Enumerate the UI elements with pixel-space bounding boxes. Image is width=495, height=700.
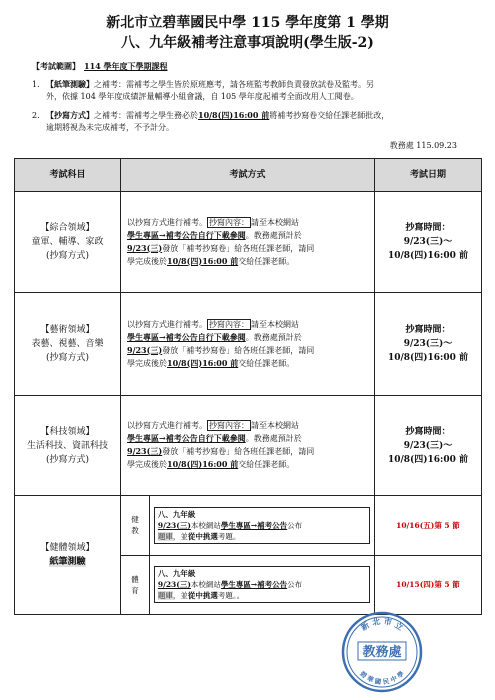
header-method: 考試方式 (121, 159, 375, 192)
method-cell (121, 396, 375, 496)
subject-mode: (抄寫方式) (45, 353, 90, 363)
health-subtable (121, 496, 481, 614)
method-text: ，並 (172, 531, 188, 541)
method-text: 。教務處預計於 (245, 434, 302, 443)
page-subtitle: 八、九年級補考注意事項說明(學生版-2) (121, 35, 374, 51)
date-cell (375, 396, 482, 496)
method-text: 交給任課老師。 (238, 358, 295, 368)
subject-cell (15, 496, 121, 615)
health-detail-cell (121, 496, 482, 615)
release-date: 9/23(三) (157, 580, 191, 590)
release-date: 9/23(三) (127, 344, 163, 355)
method-text: 本校網站 (190, 520, 221, 530)
deadline: 10/8(四)16:00 前 (167, 255, 239, 266)
method-text: 學完成後於 (127, 256, 167, 266)
subject-mode: 紙筆測驗 (49, 557, 86, 567)
subject-cell (15, 192, 121, 293)
header-date: 考試日期 (375, 159, 482, 192)
method-text: 以抄寫方式進行補考。 (127, 217, 207, 227)
table-header-row (15, 159, 482, 192)
date-cell (375, 192, 482, 293)
date-to: 10/8(四)16:00 前 (387, 353, 469, 363)
method-text: 考題。。 (217, 591, 245, 601)
seal-center-text: 教務處 (362, 645, 402, 660)
method-text: 請至本校網站 (251, 217, 299, 227)
method-text: 請至本校網站 (251, 319, 299, 329)
note-2-deadline: 10/8(四)16:00 前 (198, 110, 270, 120)
note-1-number: 1. (32, 80, 40, 89)
method-text: 交給任課老師。 (238, 256, 295, 266)
method-text: 。教務處預計於 (245, 230, 302, 240)
date-label: 抄寫時間： (405, 223, 451, 233)
subject-name: 【綜合領域】 (40, 223, 95, 233)
office-seal (340, 610, 424, 694)
date-label: 抄寫時間： (405, 325, 451, 335)
method-text: 以抄寫方式進行補考。 (127, 319, 207, 329)
table-row (15, 293, 482, 396)
page-title: 新北市立碧華國民中學 115 學年度第 1 學期 (106, 15, 389, 31)
sub-subject-char: 體 (131, 574, 139, 584)
release-date: 9/23(三) (127, 446, 163, 456)
copy-content-label: 抄寫內容： (209, 217, 249, 227)
note-2-text-b: 將補考抄寫卷交給任課老師批改， (269, 111, 390, 120)
note-2-label: 【抄寫方式】 (46, 110, 94, 120)
date-label: 抄寫時間： (405, 426, 451, 437)
question-bank: 題庫 (157, 591, 173, 601)
subject-courses: 童軍、輔導、家政 (31, 237, 104, 247)
subject-courses: 生活科技、資訊科技 (26, 440, 108, 451)
subject-mode: (抄寫方式) (45, 454, 90, 465)
method-cell (121, 192, 375, 293)
method-text: 考題。 (217, 531, 241, 541)
method-text: 發放「補考抄寫卷」給各班任課老師，請同 (162, 243, 315, 253)
copy-content-label: 抄寫內容： (209, 319, 249, 329)
exam-range-label: 【考試範圍】 (32, 61, 80, 71)
sub-date: 10/15(四)第 5 節 (374, 555, 481, 614)
date-cell (375, 293, 482, 396)
table-row (15, 396, 482, 496)
table-row-health (15, 496, 482, 615)
note-1-text-a: 之補考：需補考之學生皆於原班應考，請各班監考教師負責發放試卷及監考。另 (94, 80, 374, 89)
date-from: 9/23(三)～ (403, 237, 453, 247)
method-text: 公布 (287, 520, 303, 530)
sub-method (149, 496, 374, 555)
grade-label: 八、九年級 (157, 569, 196, 579)
note-2-text-c: 逾期將視為未完成補考，不予計分。 (46, 123, 174, 132)
subject-name: 【藝術領域】 (40, 325, 95, 335)
note-2-text-a: 之補考：需補考之學生務必於 (94, 111, 198, 120)
subject-cell (15, 293, 121, 396)
seal-top-text: 新 北 市 立 (359, 616, 405, 633)
date-from: 9/23(三)～ (403, 339, 453, 349)
method-text: 交給任課老師。 (238, 460, 295, 469)
header-subject: 考試科目 (15, 159, 121, 192)
signoff: 教務處 115.09.23 (389, 141, 457, 150)
method-text: 公布 (287, 580, 303, 590)
exam-range (32, 61, 167, 72)
method-cell (121, 293, 375, 396)
date-to: 10/8(四)16:00 前 (387, 251, 469, 261)
subject-mode: (抄寫方式) (45, 251, 90, 261)
subject-courses: 表藝、視藝、音樂 (31, 339, 104, 349)
note-2 (32, 109, 464, 134)
date-from: 9/23(三)～ (403, 440, 453, 451)
download-path: 學生專區→補考公告 (220, 580, 288, 590)
sub-method (149, 555, 374, 614)
sub-subject (121, 555, 149, 614)
download-path: 學生專區→補考公告自行下載參閱 (127, 331, 246, 342)
table-row (15, 192, 482, 293)
method-text: 本校網站 (190, 580, 221, 590)
note-1 (32, 78, 464, 103)
subject-name: 【健體領域】 (40, 543, 95, 553)
method-text: 以抄寫方式進行補考。 (127, 421, 207, 430)
question-bank: 題庫 (157, 531, 173, 541)
method-text: 請至本校網站 (251, 421, 299, 430)
sub-subject-char: 健 (131, 515, 139, 525)
sub-date: 10/16(五)第 5 節 (374, 496, 481, 555)
download-path: 學生專區→補考公告自行下載參閱 (127, 433, 246, 443)
download-path: 學生專區→補考公告 (220, 520, 288, 530)
sub-subject-char: 教 (131, 526, 139, 536)
date-to: 10/8(四)16:00 前 (387, 454, 469, 465)
grade-label: 八、九年級 (157, 509, 196, 519)
health-subrow (121, 496, 481, 555)
deadline: 10/8(四)16:00 前 (167, 459, 239, 469)
method-text: 學完成後於 (127, 358, 167, 368)
download-path: 學生專區→補考公告自行下載參閱 (127, 229, 246, 240)
method-text: 。教務處預計於 (245, 332, 302, 342)
health-subrow (121, 555, 481, 614)
seal-bottom-text: 碧 華 國 民 中 學 (358, 669, 406, 687)
exam-table (14, 158, 482, 615)
method-text: 發放「補考抄寫卷」給各班任課老師，請同 (162, 447, 315, 456)
method-text: ，並 (172, 591, 188, 601)
method-emphasis: 從中挑選 (187, 591, 218, 601)
release-date: 9/23(三) (157, 520, 191, 530)
method-emphasis: 從中挑選 (187, 531, 218, 541)
method-text: 學完成後於 (127, 460, 167, 469)
method-text: 發放「補考抄寫卷」給各班任課老師，請同 (162, 345, 315, 355)
deadline: 10/8(四)16:00 前 (167, 357, 239, 368)
subject-name: 【科技領域】 (40, 426, 95, 437)
release-date: 9/23(三) (127, 242, 163, 253)
note-1-text-b: 外，依據 104 學年度成績評量輔導小組會議，自 105 學年度起補考全面改用人工閱卷。 (46, 92, 359, 101)
sub-subject (121, 496, 149, 555)
sub-subject-char: 育 (131, 585, 139, 595)
note-1-label: 【紙筆測驗】 (46, 79, 94, 89)
copy-content-label: 抄寫內容： (209, 421, 249, 430)
subject-cell (15, 396, 121, 496)
exam-range-value: 114 學年度下學期課程 (84, 61, 168, 71)
note-2-number: 2. (32, 111, 40, 120)
